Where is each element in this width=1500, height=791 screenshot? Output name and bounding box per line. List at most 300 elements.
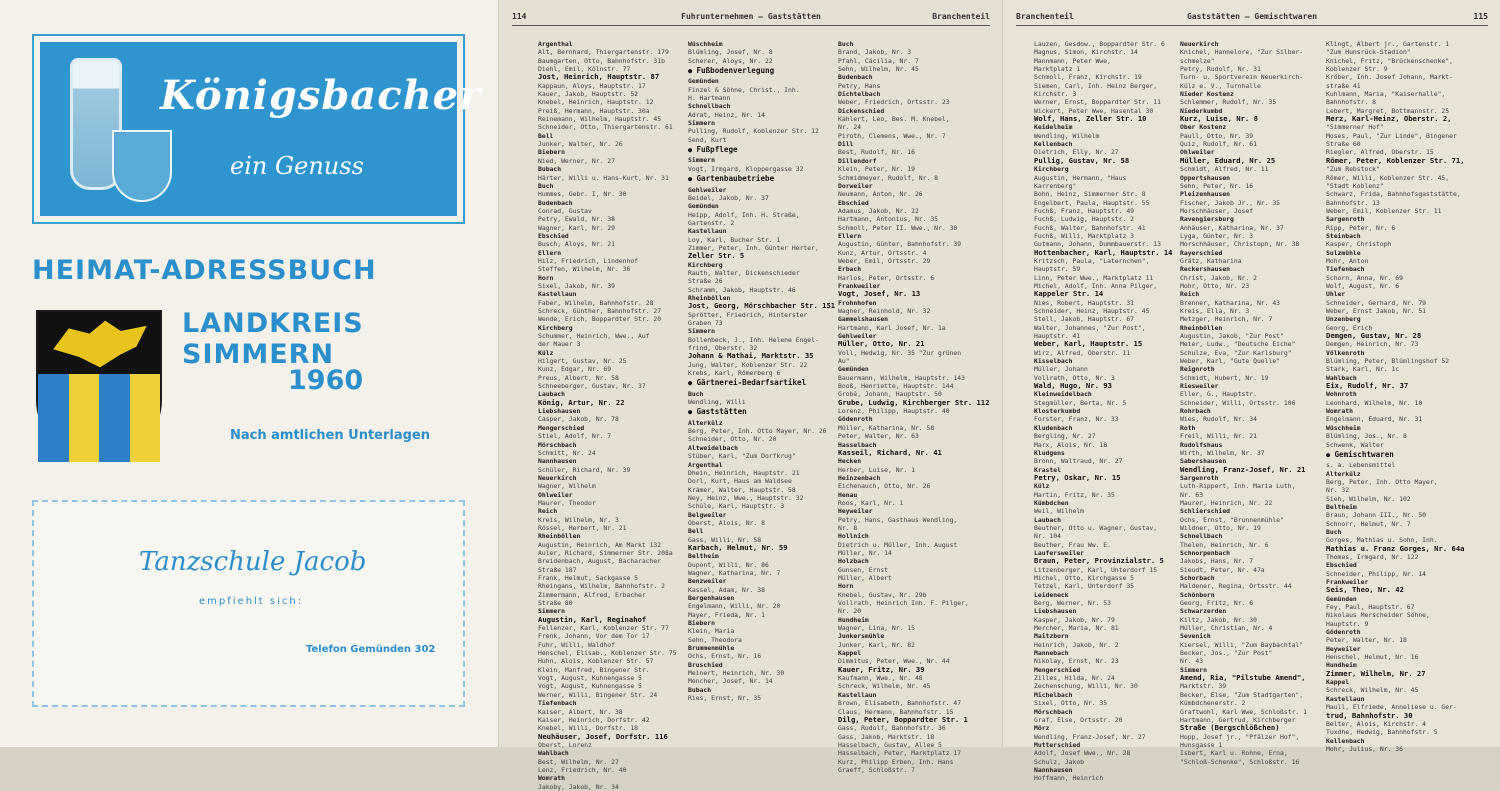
directory-entry: Fuhr, Willi, Waldhof [538, 640, 615, 649]
directory-entry: Stark, Karl, Nr. 1c [1326, 365, 1400, 374]
directory-entry: Heinrich, Jakob, Nr. 2 [1034, 640, 1119, 649]
directory-entry: Blümling, Peter, Blümlingshof 52 [1326, 357, 1450, 366]
directory-entry: Nikolaus Merscheider Söhne, [1326, 611, 1430, 620]
directory-entry: "Simmerner Hof" [1326, 123, 1384, 132]
directory-entry: Wendling, Franz-Josef, Nr. 21 [1180, 464, 1306, 474]
directory-entry: Augustin, Heinrich, Am Markt 132 [538, 540, 662, 549]
directory-entry: Sixel, Otto, Nr. 35 [1034, 699, 1108, 708]
directory-entry: Schneider, Willi, Ortsstr. 106 [1180, 398, 1296, 407]
town-heading: Rudolfshaus [1180, 440, 1223, 449]
directory-entry: Müller, Otto, Nr. 21 [838, 339, 925, 349]
directory-entry: Junker, Karl, Nr. 82 [838, 640, 915, 649]
directory-entry: Klein, Maria [688, 627, 735, 636]
directory-entry: Hopp, Josef jr., "Pfälzer Hof", [1180, 732, 1300, 741]
directory-entry: Ochs, Ernst, "Brunnenmühle" [1180, 515, 1284, 524]
town-heading: Bruschied [688, 660, 723, 669]
town-heading: Mutterschied [1034, 740, 1081, 749]
town-heading: Horn [538, 273, 554, 282]
directory-entry: Kümbdchenerstr. 2 [1180, 699, 1246, 708]
town-heading: Kastellaun [1326, 694, 1365, 703]
directory-entry: Grube, Ludwig, Kirchberger Str. 112 [838, 397, 990, 407]
directory-entry: Harlos, Peter, Ortsstr. 6 [838, 273, 935, 282]
directory-entry: Krämer, Walter, Hauptstr. 58 [688, 485, 796, 494]
directory-entry: Vogt, Josef, Nr. 13 [838, 289, 921, 299]
town-heading: Bergenhausen [688, 594, 735, 602]
town-heading: Kastellaun [838, 690, 877, 699]
town-heading: Reich [1180, 290, 1200, 299]
directory-entry: Schneider, Heinz, Hauptstr. 45 [1034, 307, 1150, 315]
directory-entry: Fellenzer, Karl, Koblenzer Str. 77 [538, 624, 669, 633]
directory-entry: Kassel, Adam, Nr. 38 [688, 585, 765, 594]
directory-entry: Anhäuser, Katharina, Nr. 37 [1180, 223, 1284, 232]
directory-entry: Graftwohl, Karl Wwe, Schloßstr. 1 [1180, 707, 1307, 716]
town-heading: Nieder Kostenz [1180, 90, 1234, 99]
directory-entry: Litzenberger, Karl, Unterdorf 15 [1034, 565, 1158, 574]
town-heading: Ravengiersburg [1180, 215, 1234, 224]
beer-brand-name: Königsbacher [160, 72, 482, 119]
dance-school-name: Tanzschule Jacob [139, 547, 367, 577]
directory-entry: Müller, Johann [1034, 365, 1088, 374]
lion-icon [48, 318, 152, 370]
directory-entry: Weber, Emil, Ortsstr. 29 [838, 256, 931, 265]
directory-entry: Stüber, Karl, "Zum Dorfkrug" [688, 452, 796, 461]
directory-entry: Engelmann, Eduard, Nr. 31 [1326, 415, 1423, 424]
directory-entry: Wagner, Karl, Nr. 29 [538, 223, 615, 232]
directory-entry: Mohr, Anton [1326, 256, 1369, 265]
directory-entry: Müller, Katharina, Nr. 58 [838, 423, 935, 432]
town-heading: Tiefenbach [538, 699, 577, 708]
directory-entry: Thomas, Irmgard, Nr. 122 [1326, 552, 1419, 561]
directory-entry: Gartenstr. 2 [688, 218, 735, 227]
directory-entry: Henschel, Helmut, Nr. 16 [1326, 653, 1419, 662]
directory-entry: Kasseil, Richard, Nr. 41 [838, 447, 942, 457]
directory-entry: Oberst, Alois, Nr. 8 [688, 518, 765, 527]
directory-entry: Auler, Richard, Simmerner Str. 208a [538, 548, 673, 557]
town-heading: Bell [538, 131, 554, 140]
directory-entry: Wirz, Alfred, Oberstr. 11 [1034, 348, 1131, 357]
directory-entry: der Mauer 3 [538, 340, 581, 349]
directory-entry: Nikolay, Ernst, Nr. 23 [1034, 657, 1119, 666]
page-number: 114 [512, 12, 527, 21]
directory-entry: Kuhlmann, Maria, "Kaiserhalle", [1326, 90, 1446, 99]
directory-entry: Oberst, Lorenz [538, 740, 592, 749]
directory-entry: Schmitt, Nr. 24 [538, 448, 596, 457]
directory-entry: Bronn, Waltraud, Nr. 27 [1034, 457, 1123, 466]
directory-entry: Dhein, Heinrich, Hauptstr. 21 [688, 468, 800, 477]
town-heading: Hecken [838, 457, 862, 466]
directory-entry: Pullig, Gustav, Nr. 58 [1034, 155, 1130, 165]
directory-entry: Nr. 63 [1180, 490, 1204, 499]
directory-entry: Sieh, Wilhelm, Nr. 102 [1326, 494, 1411, 503]
directory-entry: Frank, Helmut, Sackgasse 5 [538, 574, 639, 582]
directory-entry: Vogt, August, Kuhnengasse 5 [538, 682, 642, 691]
directory-entry: Jung, Walter, Koblenzer Str. 22 [688, 360, 808, 369]
town-heading: Mörz [1034, 724, 1050, 733]
town-heading: Alterkülz [688, 418, 723, 427]
town-heading: Nannhausen [538, 457, 577, 466]
directory-entry: Thelen, Heinrich, Nr. 6 [1180, 540, 1269, 549]
directory-entry: s. a. Lebensmittel [1326, 461, 1396, 470]
town-heading: Buch [538, 181, 554, 190]
town-heading: Mörschbach [538, 440, 577, 449]
directory-entry: Turn- u. Sportverein Neuerkirch- [1180, 73, 1304, 82]
directory-entry: Dorl, Kurt, Haus am Waldsee [688, 477, 792, 486]
town-heading: Dill [838, 140, 854, 149]
directory-entry: Braun, Johann III., Nr. 50 [1326, 511, 1427, 520]
town-heading: Wahlbach [538, 749, 569, 758]
directory-entry: "Stadt Koblenz" [1326, 181, 1384, 190]
directory-entry: Fuchß, Franz, Hauptstr. 49 [1034, 206, 1135, 215]
town-heading: Nannhausen [1034, 765, 1073, 774]
directory-entry: Weber, Friedrich, Ortsstr. 23 [838, 98, 950, 107]
town-heading: Gemünden [838, 365, 869, 374]
directory-entry: Kappeler Str. 14 [1034, 289, 1104, 299]
directory-entry: Hartmann, Antonius, Nr. 35 [838, 215, 939, 224]
directory-entry: Wendling, Willi [688, 398, 746, 407]
town-heading: Benzweiler [688, 577, 727, 586]
book-subtitle: Nach amtlichen Unterlagen [230, 428, 431, 443]
town-heading: Frankweiler [1326, 578, 1369, 586]
directory-entry: Schmoll, Franz, Kirchstr. 19 [1034, 73, 1142, 82]
directory-entry: Amend, Ria, "Pilstube Amend", [1180, 673, 1306, 683]
directory-entry: Straße 26 [688, 277, 723, 286]
directory-entry: Schorn, Anna, Nr. 69 [1326, 273, 1403, 282]
directory-entry: Krebs, Karl, Römerberg 6 [688, 369, 781, 378]
directory-entry: Neumann, Anton, Nr. 26 [838, 190, 923, 199]
town-heading: Kirchberg [538, 323, 573, 332]
directory-entry: Stiel, Adolf, Nr. 7 [538, 432, 612, 441]
category-heading: ● Gaststätten [688, 408, 838, 416]
directory-entry: Reinemann, Wilhelm, Hauptstr. 45 [538, 115, 662, 124]
town-heading: Schorbach [1180, 574, 1215, 582]
town-heading: Ohlweiler [538, 490, 573, 499]
directory-entry: Straße (Bergschlößchen) [1180, 723, 1280, 733]
town-heading: Kludgens [1034, 448, 1065, 457]
directory-entry: Sehn, Peter, Nr. 16 [1180, 181, 1254, 190]
directory-entry: Vogt, August, Kuhnengasse 5 [538, 674, 642, 683]
directory-entry: Jost, Georg, Mörschbacher Str. 151 [688, 301, 836, 311]
directory-entry: Pfahl, Cäcilia, Nr. 7 [838, 56, 919, 65]
dance-school-advertisement [32, 500, 465, 707]
directory-entry: Au" [838, 357, 850, 366]
directory-entry: Marktstr. 39 [1180, 682, 1227, 691]
town-heading: Pleizenhausen [1180, 190, 1231, 199]
directory-entry: Weber, Karl, "Gute Quelle" [1180, 357, 1281, 366]
directory-entry: Demgen, Gustav, Nr. 28 [1326, 331, 1422, 341]
town-heading: Biebern [538, 148, 565, 157]
town-heading: Dorweiler [838, 181, 873, 190]
directory-entry: Nr. 20 [838, 607, 862, 616]
directory-entry: Nr. 24 [838, 123, 862, 132]
town-heading: Belgweiler [688, 510, 727, 519]
town-heading: Argenthal [538, 40, 573, 48]
directory-entry: Schnorr, Helmut, Nr. 7 [1326, 519, 1411, 528]
directory-entry: Mohr, Otto, Nr. 23 [1180, 281, 1250, 290]
town-heading: Liebshausen [1034, 607, 1077, 616]
town-heading: Simmern [688, 119, 715, 128]
directory-entry: Petry, Hans, Gasthaus Wendling, [838, 515, 958, 524]
directory-entry: Freil, Willi, Nr. 21 [1180, 432, 1257, 441]
directory-entry: Kasper, Jakob, Nr. 79 [1034, 615, 1115, 624]
town-heading: Rheinböllen [538, 532, 581, 541]
directory-entry: Knichel, Hannelore, "Zur Silber- [1180, 48, 1304, 57]
directory-entry: Hasselbach, Gustav, Allee 5 [838, 740, 942, 749]
town-heading: Heyweiler [1326, 644, 1361, 653]
directory-entry: Herber, Luise, Nr. 1 [838, 465, 915, 474]
directory-entry: Eller, G., Hauptstr. [1180, 390, 1257, 399]
directory-entry: Gorges, Mathias u. Sohn, Inh. [1326, 536, 1438, 545]
town-heading: Rohrbach [1180, 407, 1211, 416]
directory-entry: Fuchß, Willi, Marktplatz 3 [1034, 231, 1135, 240]
directory-entry: "Zum Hunsrück-Stadion" [1326, 48, 1411, 57]
town-heading: Wüschheim [1326, 423, 1361, 432]
directory-entry: Wagner, Reinhold, Nr. 32 [838, 307, 931, 315]
town-heading: Reignroth [1180, 365, 1215, 374]
directory-entry: Preus, Albert, Nr. 58 [538, 373, 619, 382]
directory-entry: Schramm, Jakob, Hauptstr. 46 [688, 285, 796, 294]
directory-entry: Engelmann, Willi, Nr. 20 [688, 602, 781, 611]
town-heading: Dickenschied [838, 106, 885, 115]
directory-entry: Wies, Rudolf, Nr. 34 [1180, 415, 1257, 424]
town-heading: Horn [838, 582, 854, 591]
directory-entry: Hottenbacher, Karl, Hauptstr. 14 [1034, 247, 1173, 257]
town-heading: Leideneck [1034, 590, 1069, 599]
directory-entry: Schummer, Heinrich, Wwe., Auf [538, 332, 650, 341]
directory-entry: Fey, Paul, Hauptstr. 67 [1326, 603, 1415, 612]
directory-entry: Piroth, Clemens, Wwe., Nr. 7 [838, 131, 946, 140]
town-heading: Budenbach [838, 73, 873, 82]
directory-entry: Breidenbach, August, Bacharacher [538, 557, 662, 566]
directory-entry: Kasper, Christoph [1326, 240, 1392, 249]
town-heading: Womrath [538, 774, 565, 783]
town-heading: Mörschbach [1034, 707, 1073, 716]
directory-entry: Schüler, Richard, Nr. 39 [538, 465, 631, 474]
directory-entry: Claus, Hermann, Bahnhofstr. 15 [838, 707, 954, 716]
town-heading: Gemünden [688, 202, 719, 211]
beer-slogan: ein Genuss [230, 152, 364, 180]
directory-entry: Kiersel, Willi, "Zum Baybachtal" [1180, 640, 1304, 649]
directory-entry: Hartmann, Karl Josef, Nr. 1a [838, 323, 946, 332]
directory-entry: Römer, Peter, Koblenzer Str. 71, [1326, 155, 1465, 165]
directory-entry: Martin, Fritz, Nr. 35 [1034, 490, 1115, 499]
town-heading: Gammelshausen [838, 315, 889, 324]
directory-entry: Sieudt, Peter, Nr. 47a [1180, 565, 1265, 574]
directory-entry: Johann & Mathai, Marktstr. 35 [688, 351, 814, 361]
town-heading: Simmern [688, 156, 715, 165]
page-section-title: Fuhrunternehmen — Gaststätten [681, 12, 821, 21]
town-heading: Völkenroth [1326, 348, 1365, 357]
directory-entry: Linn, Peter Wwe., Marktplatz 11 [1034, 273, 1154, 282]
town-heading: Uhler [1326, 290, 1346, 299]
town-heading: Bubach [688, 685, 712, 694]
directory-entry: Klein, Manfred, Bingener Str. [538, 665, 650, 674]
directory-entry: Bergling, Nr. 27 [1034, 432, 1096, 441]
directory-entry: Wende, Erich, Boppardter Str. 20 [538, 315, 662, 324]
town-heading: Mannebach [1034, 649, 1069, 658]
directory-entry: Dupont, Willi, Nr. 86 [688, 560, 769, 569]
directory-entry: Eichenauch, Otto, Nr. 26 [838, 482, 931, 491]
directory-entry: Hauptstr. 59 [1034, 265, 1081, 274]
town-heading: Wüschheim [688, 40, 723, 48]
town-heading: Altweidelbach [688, 443, 739, 452]
town-heading: Kastellaun [688, 227, 727, 236]
directory-entry: Berg, Peter, Inh. Otto Mayer, Nr. 26 [688, 427, 827, 436]
town-heading: Krastel [1034, 465, 1061, 474]
town-heading: Frohnhofen [838, 298, 877, 307]
directory-entry: Maldener, Regina, Ortsstr. 44 [1180, 582, 1292, 591]
directory-entry: Hunsgasse 1 [1180, 740, 1223, 749]
directory-entry: Mohr, Julius, Nr. 36 [1326, 744, 1403, 753]
directory-entry: Wickert, Peter Wwe, Hasental 30 [1034, 106, 1154, 115]
directory-entry: Bauermann, Wilhelm, Hauptstr. 143 [838, 373, 965, 382]
book-title-line1: HEIMAT-ADRESSBUCH [32, 255, 377, 286]
directory-entry: Gutmann, Johann, Dummbauerstr. 13 [1034, 240, 1161, 249]
directory-entry: Brown, Elisabeth, Bahnhofstr. 47 [838, 699, 962, 708]
town-heading: Rheinböllen [688, 293, 731, 302]
directory-entry: Leonhard, Wilhelm, Nr. 10 [1326, 398, 1423, 407]
town-heading: Simmern [688, 327, 715, 336]
directory-entry: Becker, Else, "Zum Stadtgarten", [1180, 690, 1304, 699]
town-heading: Frankweiler [838, 281, 881, 290]
directory-entry: Scherer, Aloys, Nr. 22 [688, 56, 773, 65]
directory-entry: Luth-Rippert, Inh. Maria Luth, [1180, 482, 1296, 491]
directory-entry: Weber, Emil, Koblenzer Str. 11 [1326, 206, 1442, 215]
town-heading: Külz [1034, 482, 1050, 491]
directory-entry: König, Artur, Nr. 22 [538, 397, 625, 407]
directory-entry: Stegmüller, Berta, Nr. 5 [1034, 398, 1127, 407]
town-heading: Buch [838, 40, 854, 48]
page-section-label: Branchenteil [1016, 12, 1074, 21]
directory-entry: Vollrath, Heinrich Inh. F. Pilger, [838, 599, 969, 608]
directory-entry: Paull, Otto, Nr. 39 [1180, 131, 1254, 140]
directory-entry: Morschhäuser, Christoph, Nr. 38 [1180, 240, 1300, 249]
directory-entry: Alt, Bernhard, Thiergartenstr. 179 [538, 48, 669, 57]
directory-entry: Brenner, Katharina, Nr. 43 [1180, 298, 1281, 307]
directory-entry: Mathias u. Franz Gorges, Nr. 64a [1326, 543, 1465, 553]
directory-entry: Tuxdhe, Hedwig, Bahnhofstr. 5 [1326, 728, 1438, 737]
directory-entry: Sehn, Theodora [688, 635, 742, 644]
town-heading: Alterkülz [1326, 469, 1361, 478]
directory-entry: Wendling, Franz-Josef, Nr. 27 [1034, 732, 1146, 741]
directory-entry: Adrat, Heinz, Nr. 14 [688, 110, 765, 119]
town-heading: Sargenroth [1180, 473, 1219, 482]
town-heading: Rheinböllen [1180, 323, 1223, 332]
directory-entry: Wolf, August, Nr. 6 [1326, 281, 1400, 290]
category-heading: ● Fußpflege [688, 146, 838, 154]
town-heading: Ohlweiler [1180, 148, 1215, 157]
town-heading: Kirchberg [688, 260, 723, 269]
town-heading: Laubach [538, 390, 565, 399]
directory-entry: Weber, Karl, Hauptstr. 15 [1034, 339, 1143, 349]
town-heading: Schnorpenbach [1180, 548, 1231, 557]
directory-entry: Kappaun, Aloys, Hauptstr. 17 [538, 81, 646, 90]
directory-entry: Beuther, Frau Ww. E. [1034, 540, 1111, 549]
directory-entry: Best, Rudolf, Nr. 16 [838, 148, 915, 157]
directory-entry: Eix, Rudolf, Nr. 37 [1326, 381, 1409, 391]
directory-entry: Schlemmer, Rudolf, Nr. 35 [1180, 98, 1277, 107]
directory-entry: Becker, Jos., "Zur Post" [1180, 649, 1273, 658]
directory-entry: Faber, Wilhelm, Bahnhofstr. 28 [538, 298, 654, 307]
directory-entry: H. Hartmann [688, 94, 731, 103]
directory-entry: Werner, Willi, Bingener Str. 24 [538, 690, 658, 699]
directory-entry: Nr. 8 [838, 523, 858, 532]
directory-entry: Hartmann, Gertrud, Kirchberger [1180, 715, 1296, 724]
town-heading: Mengerschied [538, 423, 585, 432]
category-heading: ● Gartenbaubetriebe [688, 175, 838, 183]
directory-entry: Merz, Karl-Heinz, Oberstr. 2, [1326, 114, 1452, 124]
book-year: 1960 [288, 365, 364, 396]
directory-entry: Berg, Werner, Nr. 53 [1034, 599, 1111, 608]
directory-entry: Knichel, Fritz, "Brückenschenke", [1326, 56, 1453, 65]
town-heading: Ober Kostenz [1180, 123, 1227, 132]
directory-entry: Hauptstr. 41 [1034, 332, 1081, 341]
beer-advertisement [32, 34, 482, 224]
directory-entry: Marktplatz 1 [1034, 65, 1081, 74]
directory-entry: Kirchstr. 3 [1034, 90, 1077, 99]
directory-entry: Mannmann, Peter Wwe, [1034, 56, 1111, 65]
directory-entry: Blümling, Josef, Nr. 8 [688, 48, 773, 57]
directory-entry: Casper, Jakob, Nr. 78 [538, 415, 619, 424]
directory-entry: Junker, Walter, Nr. 26 [538, 140, 623, 149]
directory-entry: Lauzen, Gesdow., Boppardter Str. 6 [1034, 40, 1165, 48]
directory-entry: Jost, Heinrich, Hauptstr. 87 [538, 72, 660, 82]
directory-entry: Ries, Ernst, Nr. 35 [688, 694, 762, 703]
directory-entry: Müller, Nr. 14 [838, 548, 892, 557]
directory-entry: Beuther, Otto u. Wagner, Gustav, [1034, 523, 1158, 532]
directory-entry: Straße 187 [538, 565, 577, 574]
town-heading: Gödenroth [1326, 628, 1361, 637]
directory-entry: Petry, Rudolf, Nr. 31 [1180, 65, 1261, 74]
directory-entry: Petry, Ewald, Nr. 38 [538, 215, 615, 224]
directory-entry: Zilles, Hilda, Nr. 24 [1034, 674, 1115, 683]
directory-entry: Bollenbeck, J., Inh. Helene Engel- [688, 335, 819, 344]
directory-entry: Gass, Jakob, Marktstr. 18 [838, 732, 935, 741]
category-heading: ● Fußbodenverlegung [688, 67, 838, 75]
directory-entry: Bahnhofstr. 13 [1326, 198, 1380, 207]
directory-entry: Michel, Otto, Kirchgasse 5 [1034, 574, 1135, 582]
directory-entry: Mencher, Josef, Nr. 14 [688, 677, 773, 686]
page-section-label: Branchenteil [932, 12, 990, 21]
directory-entry: Fischer, Jakob Jr., Nr. 35 [1180, 198, 1281, 207]
directory-entry: Kauer, Jakob, Hauptstr. 52 [538, 90, 639, 99]
town-heading: Kirchberg [1034, 165, 1069, 174]
town-heading: Bubach [538, 165, 562, 174]
town-heading: Schönborn [1180, 590, 1215, 599]
directory-entry: Schneider, Otto, Nr. 20 [688, 435, 777, 444]
directory-column [1180, 40, 1328, 766]
directory-entry: Schneeberger, Gustav, Nr. 37 [538, 382, 646, 391]
directory-entry: Rauth, Walter, Dickenschieder [688, 268, 800, 277]
town-heading: Wahlbach [1326, 373, 1357, 382]
town-heading: Kludenbach [1034, 423, 1073, 432]
directory-entry: Vollrath, Otto, Nr. 3 [1034, 373, 1115, 382]
directory-entry: Zimmermann, Alfred, Erbacher [538, 590, 646, 599]
town-heading: Maitzborn [1034, 632, 1069, 641]
town-heading: Niederkumbd [1180, 106, 1223, 115]
directory-entry: Bohn, Heinz, Simmerner Str. 8 [1034, 190, 1146, 199]
town-heading: Schlierschied [1180, 507, 1231, 516]
directory-entry: Knebel, Gustav, Nr. 29b [838, 590, 927, 599]
directory-entry: Busch, Aloys, Nr. 21 [538, 240, 615, 249]
directory-entry: Gunsen, Ernst [838, 565, 889, 574]
directory-entry: Schneider, Gerhard, Nr. 79 [1326, 298, 1427, 307]
town-heading: Keidelheim [1034, 123, 1073, 132]
directory-entry: "Schloß-Schenke", Schloßstr. 16 [1180, 757, 1300, 766]
town-heading: Ellern [538, 248, 562, 257]
directory-entry: Braun, Peter, Provinzialstr. 5 [1034, 556, 1164, 566]
town-heading: Dichtelbach [838, 90, 881, 99]
directory-entry: Römer, Willi, Koblenzer Str. 45, [1326, 173, 1450, 182]
